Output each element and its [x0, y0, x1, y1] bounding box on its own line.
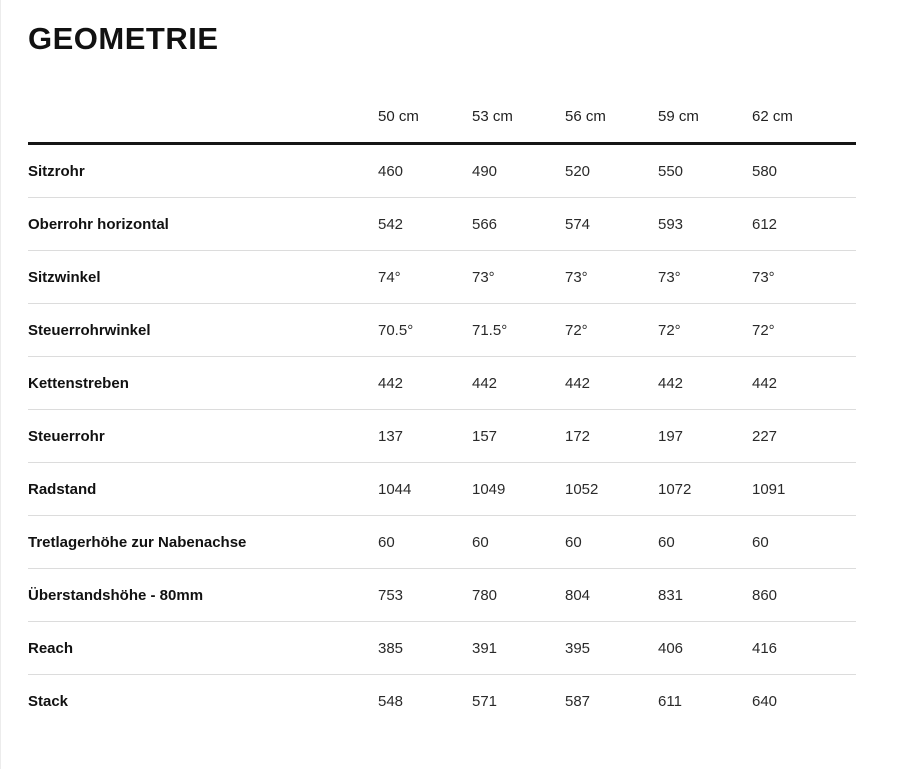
row-label: Sitzwinkel — [28, 251, 378, 304]
table-row — [28, 622, 856, 675]
table-row — [28, 463, 856, 516]
geometry-value: 73° — [658, 251, 752, 304]
geometry-table — [28, 56, 856, 727]
header-row — [28, 56, 856, 144]
row-label: Steuerrohrwinkel — [28, 304, 378, 357]
row-label: Steuerrohr — [28, 410, 378, 463]
geometry-value: 571 — [472, 692, 498, 710]
row-label: Tretlagerhöhe zur Nabenachse — [28, 516, 378, 569]
row-label: Radstand — [28, 463, 378, 516]
geometry-value: 60 — [378, 516, 472, 569]
geometry-value: 71.5° — [472, 304, 565, 357]
geometry-value: 157 — [472, 410, 565, 463]
geometry-value: 1052 — [565, 463, 658, 516]
geometry-value: 640 — [752, 692, 778, 710]
table-row — [28, 569, 856, 622]
geometry-value: 1044 — [378, 463, 472, 516]
geometry-value: 548 — [378, 692, 404, 710]
geometry-value: 804 — [565, 569, 658, 622]
geometry-value: 60 — [565, 516, 658, 569]
table-row — [28, 198, 856, 251]
row-label: Sitzrohr — [28, 144, 378, 198]
geometry-value: 612 — [752, 198, 856, 251]
geometry-value: 60 — [752, 516, 856, 569]
table-row — [28, 304, 856, 357]
geometry-value: 60 — [658, 516, 752, 569]
geometry-value: 593 — [658, 198, 752, 251]
table-row — [28, 357, 856, 410]
geometry-value: 580 — [752, 144, 856, 198]
size-column-header: 59 cm — [658, 56, 752, 144]
geometry-value: 442 — [752, 357, 856, 410]
geometry-value: 74° — [378, 251, 472, 304]
geometry-value: 385 — [378, 622, 472, 675]
size-column-header: 53 cm — [472, 56, 565, 144]
geometry-value: 860 — [752, 569, 856, 622]
geometry-value: 490 — [472, 144, 565, 198]
geometry-value: 73° — [472, 251, 565, 304]
geometry-value: 1091 — [752, 463, 856, 516]
geometry-value: 60 — [472, 516, 565, 569]
row-label: Reach — [28, 622, 378, 675]
geometry-value: 72° — [565, 304, 658, 357]
geometry-value: 395 — [565, 622, 658, 675]
size-column-header: 56 cm — [565, 56, 658, 144]
geometry-value: 574 — [565, 198, 658, 251]
row-label: Überstandshöhe - 80mm — [28, 569, 378, 622]
geometry-value: 172 — [565, 410, 658, 463]
geometry-value: 520 — [565, 144, 658, 198]
table-row — [28, 675, 856, 728]
geometry-value: 542 — [378, 198, 472, 251]
row-label: Oberrohr horizontal — [28, 198, 378, 251]
geometry-value: 566 — [472, 198, 565, 251]
geometry-value: 72° — [658, 304, 752, 357]
geometry-value: 227 — [752, 410, 856, 463]
geometry-value: 70.5° — [378, 304, 472, 357]
geometry-value: 442 — [378, 357, 472, 410]
geometry-value: 442 — [565, 357, 658, 410]
geometry-value: 73° — [565, 251, 658, 304]
geometry-value: 550 — [658, 144, 752, 198]
table-row — [28, 251, 856, 304]
geometry-value: 137 — [378, 410, 472, 463]
table-row — [28, 144, 856, 198]
geometry-value: 442 — [658, 357, 752, 410]
geometry-value: 72° — [752, 304, 856, 357]
geometry-value: 73° — [752, 251, 856, 304]
geometry-value: 406 — [658, 622, 752, 675]
row-label: Stack — [28, 692, 69, 710]
geometry-value: 460 — [378, 144, 472, 198]
row-label: Kettenstreben — [28, 357, 378, 410]
geometry-value: 611 — [658, 692, 682, 710]
geometry-value: 442 — [472, 357, 565, 410]
geometry-value: 197 — [658, 410, 752, 463]
geometry-value: 587 — [565, 692, 591, 710]
geometry-value: 831 — [658, 569, 752, 622]
size-column-header: 62 cm — [752, 56, 856, 144]
table-row — [28, 410, 856, 463]
geometry-value: 416 — [752, 622, 856, 675]
size-column-header: 50 cm — [378, 56, 472, 144]
page-title: GEOMETRIE — [28, 21, 219, 56]
geometry-value: 753 — [378, 569, 472, 622]
table-row — [28, 516, 856, 569]
geometry-value: 1049 — [472, 463, 565, 516]
geometry-value: 780 — [472, 569, 565, 622]
geometry-value: 1072 — [658, 463, 752, 516]
corner-cell — [28, 56, 378, 144]
geometry-value: 391 — [472, 622, 565, 675]
